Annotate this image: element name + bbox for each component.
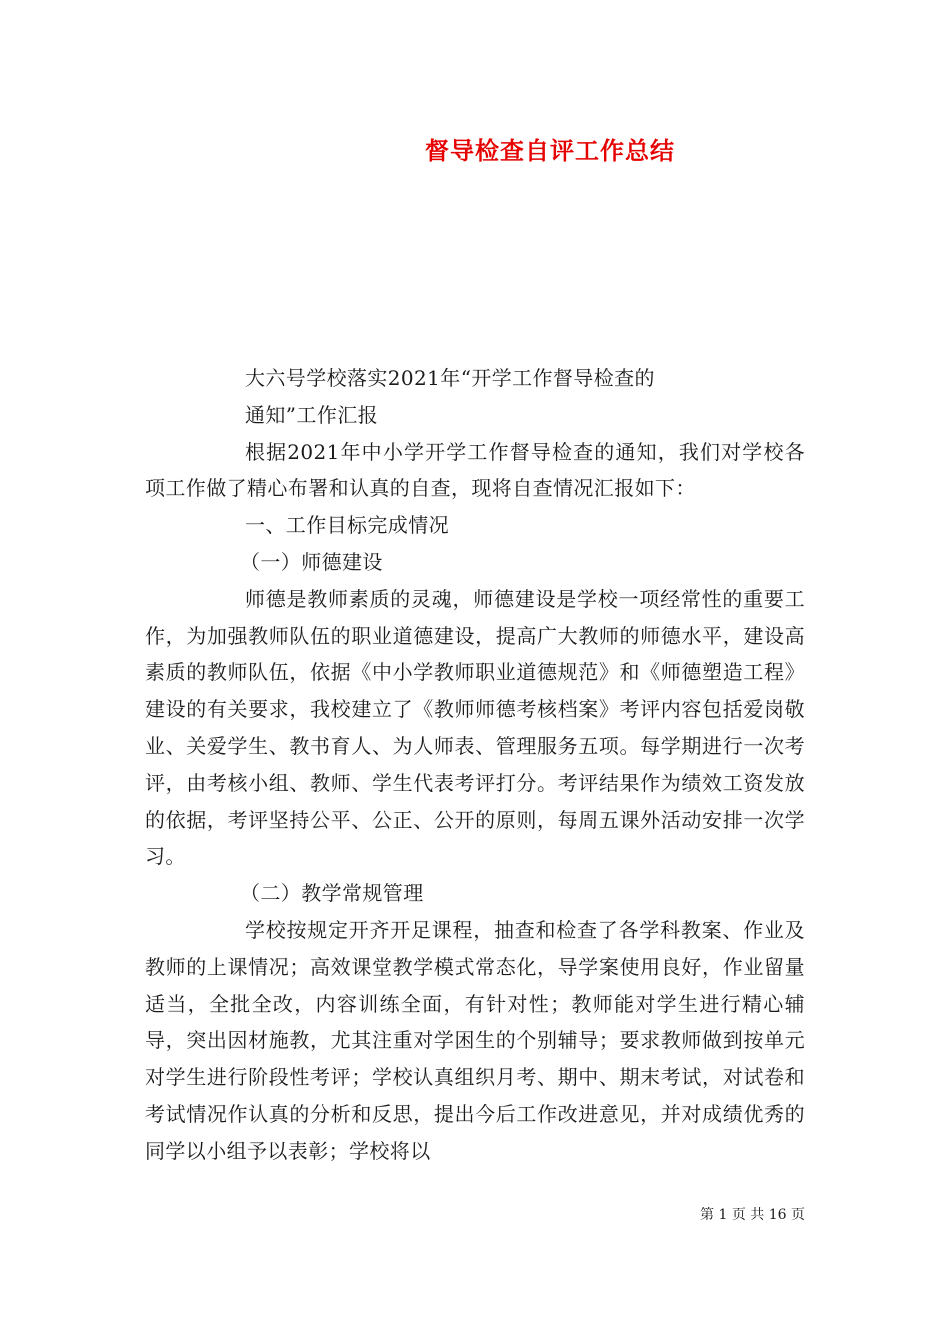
subsection-heading-2: （二）教学常规管理	[240, 881, 424, 906]
subsection-1-paragraph: 师德是教师素质的灵魂，师德建设是学校一项经常性的重要工作，为加强教师队伍的职业道德建设，提高广大教师的师德水平，建设高素质的教师队伍，依据《中小学教师职业道德规范》和《师德塑造工程》建设的有关要求，我校建立了《教师师德考核档案》考评内容包括爱岗敬业、关爱学生、教书育人、为人师表、管理服务五项。每学期进行一次考评，由考核小组、教师、学生代表考评打分。考评结果作为绩效工资发放的依据，考评坚持公平、公正、公开的原则，每周五课外活动安排一次学习。	[145, 586, 805, 869]
intro-paragraph: 根据2021年中小学开学工作督导检查的通知，我们对学校各项工作做了精心布署和认真的自查，现将自查情况汇报如下：	[145, 439, 805, 501]
document-title: 督导检查自评工作总结	[425, 136, 675, 165]
report-title-line-1: 大六号学校落实2021年“开学工作督导检查的	[245, 366, 655, 390]
subsection-2-paragraph: 学校按规定开齐开足课程，抽查和检查了各学科教案、作业及教师的上课情况；高效课堂教学模式常态化，导学案使用良好，作业留量适当，全批全改，内容训练全面，有针对性；教师能对学生进行精心辅导，突出因材施教，尤其注重对学困生的个别辅导；要求教师做到按单元对学生进行阶段性考评；学校认真组织月考、期中、期末考试，对试卷和考试情况作认真的分析和反思，提出今后工作改进意见，并对成绩优秀的同学以小组予以表彰；学校将以	[145, 917, 805, 1163]
report-title-line-2: 通知”工作汇报	[245, 402, 379, 427]
document-body	[145, 360, 805, 1170]
subsection-heading-1: （一）师德建设	[240, 549, 383, 574]
page-number: 第 1 页 共 16 页	[700, 1207, 805, 1223]
section-heading-1: 一、工作目标完成情况	[245, 513, 449, 538]
